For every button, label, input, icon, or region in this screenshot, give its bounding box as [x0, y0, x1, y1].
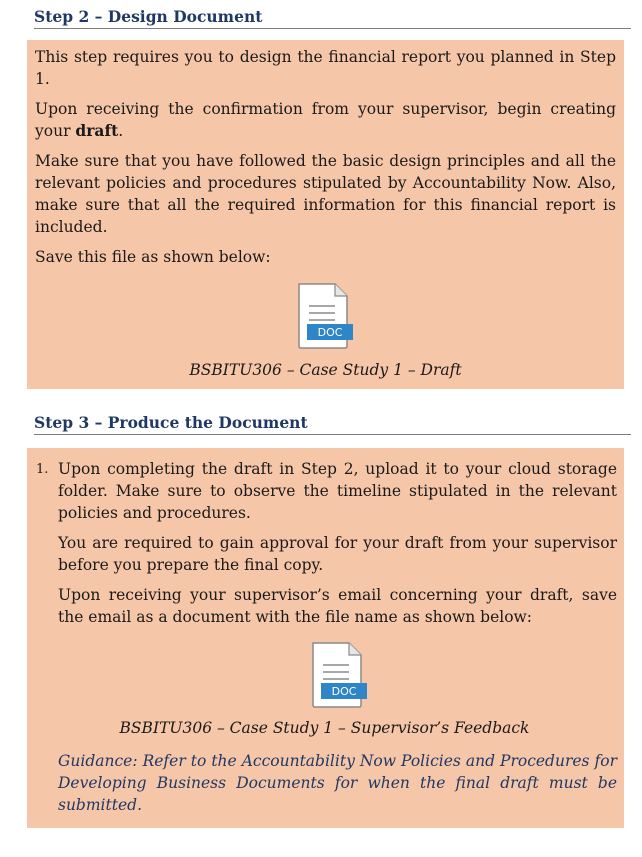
step3-box	[27, 448, 624, 828]
step2-paragraph-3: Make sure that you have followed the basic design principles and all the relevant policies and procedures stipulated by Accountability Now. Also, make sure that all the required information for this financial report is included.	[35, 152, 616, 236]
guidance-label: Guidance:	[58, 752, 138, 770]
svg-text:DOC: DOC	[317, 326, 343, 339]
doc-file-icon	[295, 282, 357, 354]
step2-heading: Step 2 – Design Document	[34, 7, 631, 29]
step3-file-name-caption: BSBITU306 – Case Study 1 – Supervisor’s Feedback	[119, 719, 530, 737]
step3-heading: Step 3 – Produce the Document	[34, 413, 631, 435]
guidance-note	[58, 750, 617, 816]
step2-paragraph-1: This step requires you to design the financial report you planned in Step 1.	[35, 48, 616, 88]
guidance-text: Refer to the Accountability Now Policies and Procedures for Developing Business Documents for when the final draft must be submitted.	[58, 752, 617, 814]
doc-file-icon	[309, 641, 371, 713]
list-number: 1.	[36, 462, 49, 477]
step2-file-name-caption: BSBITU306 – Case Study 1 – Draft	[189, 361, 462, 379]
svg-text:DOC: DOC	[331, 685, 357, 698]
step3-paragraph-3: Upon receiving your supervisor’s email concerning your draft, save the email as a document with the file name as shown below:	[58, 586, 617, 626]
draft-bold: draft	[75, 121, 119, 140]
step2-paragraph-2: Upon receiving the confirmation from your supervisor, begin creating your draft.	[35, 100, 616, 140]
step2-paragraph-4: Save this file as shown below:	[35, 248, 271, 266]
step3-paragraph-2: You are required to gain approval for your draft from your supervisor before you prepare the final copy.	[58, 534, 617, 574]
step2-box	[27, 40, 624, 389]
step3-paragraph-1: Upon completing the draft in Step 2, upload it to your cloud storage folder. Make sure to observe the timeline stipulated in the relevant policies and procedures.	[58, 460, 617, 522]
